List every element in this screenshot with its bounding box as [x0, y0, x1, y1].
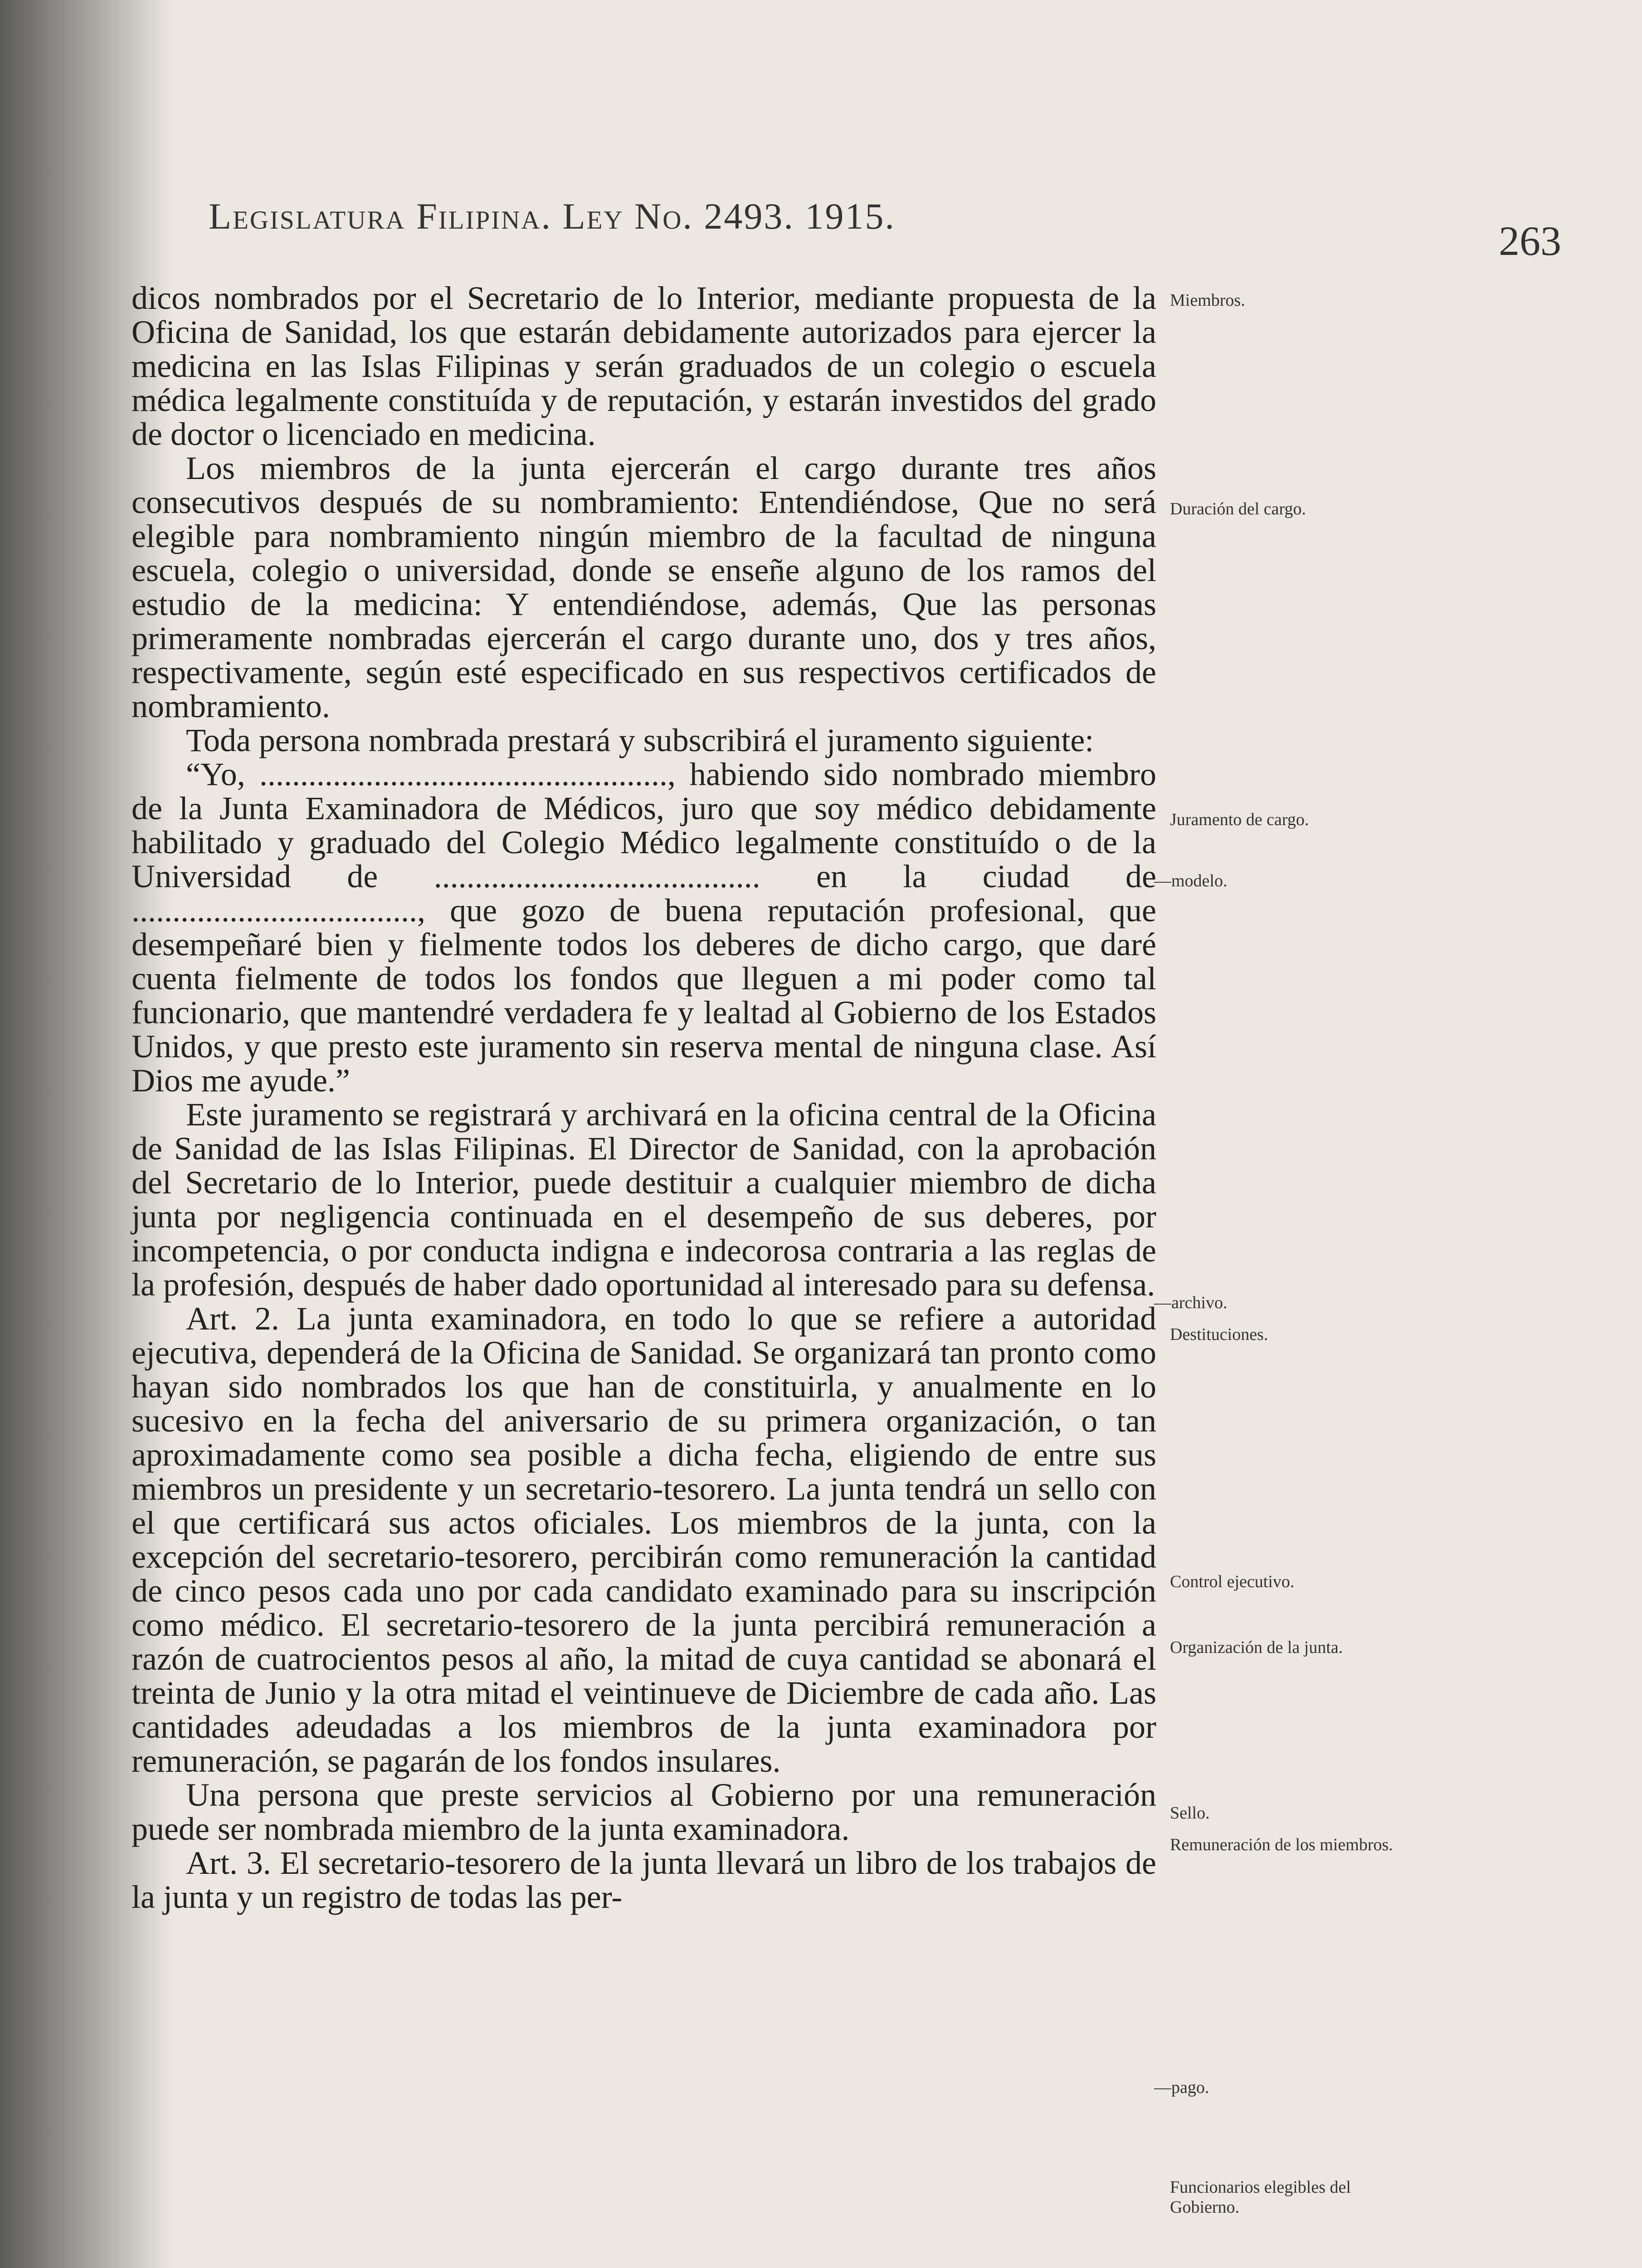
margin-note: —archivo. — [1154, 1293, 1228, 1312]
margin-note: Funcionarios elegibles del Gobierno. — [1170, 2178, 1351, 2217]
margin-note: Destituciones. — [1170, 1325, 1268, 1344]
paragraph: Toda persona nombrada prestará y subscribirá el juramento siguiente: — [186, 722, 1094, 758]
paragraph: Los miembros de la junta ejercerán el cargo durante tres años consecutivos después de su nombramiento: Entendiéndose, Que no será elegible para nombramiento ningún miembro de la facultad de ninguna escuela, colegio o universidad, donde se enseñe alguno de los ramos del estudio de la medicina: Y entendiéndose, además, Que las personas primeramente nombradas ejercerán el cargo durante uno, dos y tres años, respectivamente, según esté especificado en sus respectivos certificados de nombramiento. — [132, 450, 1156, 724]
paragraph: Este juramento se registrará y archivará en la oficina central de la Oficina de Sanidad de las Islas Filipinas. El Director de Sanidad, con la aprobación del Secretario de lo Interior, puede destituir a cualquier miembro de dicha junta por negligencia continuada en el desempeño de sus deberes, por incompetencia, o por conducta indigna e indecorosa contraria a las reglas de la profesión, después de haber dado oportunidad al interesado para su defensa. — [132, 1096, 1156, 1303]
paragraph: Una persona que preste servicios al Gobierno por una remuneración puede ser nombrada miembro de la junta examinadora. — [132, 1777, 1156, 1847]
page-number: 263 — [1499, 218, 1561, 264]
margin-note: Organización de la junta. — [1170, 1638, 1343, 1657]
margin-note: Duración del cargo. — [1170, 499, 1306, 518]
margin-note: Sello. — [1170, 1804, 1210, 1823]
paragraph: dicos nombrados por el Secretario de lo Interior, mediante propuesta de la Oficina de Sanidad, los que estarán debidamente autorizados para ejercer la medicina en las Islas Filipinas y serán graduados de un colegio o escuela médica legalmente constituída y de reputación, y estarán investidos del grado de doctor o licenciado en medicina. — [132, 280, 1156, 452]
margin-note: Control ejecutivo. — [1170, 1572, 1295, 1591]
running-header — [209, 195, 1070, 238]
oath-paragraph: “Yo, .................................................., habiendo sido nombrado miembro de la Junta Examinadora de Médicos, juro que soy médico debidamente habilitado y graduado del Colegio Médico legalmente constituído o de la Universidad de ........................................ en la ciudad de ..................................., que gozo de buena reputación profesional, que desempeñaré bien y fielmente todos los deberes de dicho cargo, que daré cuenta fielmente de todos los fondos que lleguen a mi poder como tal funcionario, que mantendré verdadera fe y lealtad al Gobierno de los Estados Unidos, y que presto este juramento sin reserva mental de ninguna clase. Así Dios me ayude.” — [132, 756, 1156, 1099]
article-2-paragraph: Art. 2. La junta examinadora, en todo lo que se refiere a autoridad ejecutiva, dependerá de la Oficina de Sanidad. Se organizará tan pronto como hayan sido nombrados los que han de constituirla, y anualmente en lo sucesivo en la fecha del aniversario de su primera organización, o tan aproximadamente como sea posible a dicha fecha, eligiendo de entre sus miembros un presidente y un secretario-tesorero. La junta tendrá un sello con el que certificará sus actos oficiales. Los miembros de la junta, con la excepción del secretario-tesorero, percibirán como remuneración la cantidad de cinco pesos cada uno por cada candidato examinado para su inscripción como médico. El secretario-tesorero de la junta percibirá remuneración a razón de cuatrocientos pesos al año, la mitad de cuya cantidad se abonará el treinta de Junio y la otra mitad el veintinueve de Diciembre de cada año. Las cantidades adeudadas a los miembros de la junta examinadora por remuneración, se pagarán de los fondos insulares. — [132, 1300, 1156, 1779]
header-title: Legislatura Filipina. Ley No. 2493. 1915. — [209, 196, 896, 237]
margin-note: —pago. — [1154, 2078, 1209, 2097]
article-3-paragraph: Art. 3. El secretario-tesorero de la junta llevará un libro de los trabajos de la junta y un registro de todas las per- — [132, 1845, 1156, 1915]
margin-note: Remuneración de los miembros. — [1170, 1835, 1393, 1854]
margin-note: —modelo. — [1154, 871, 1228, 890]
margin-note: Juramento de cargo. — [1170, 810, 1309, 829]
main-text — [132, 281, 1156, 1914]
margin-note: Miembros. — [1170, 291, 1245, 310]
